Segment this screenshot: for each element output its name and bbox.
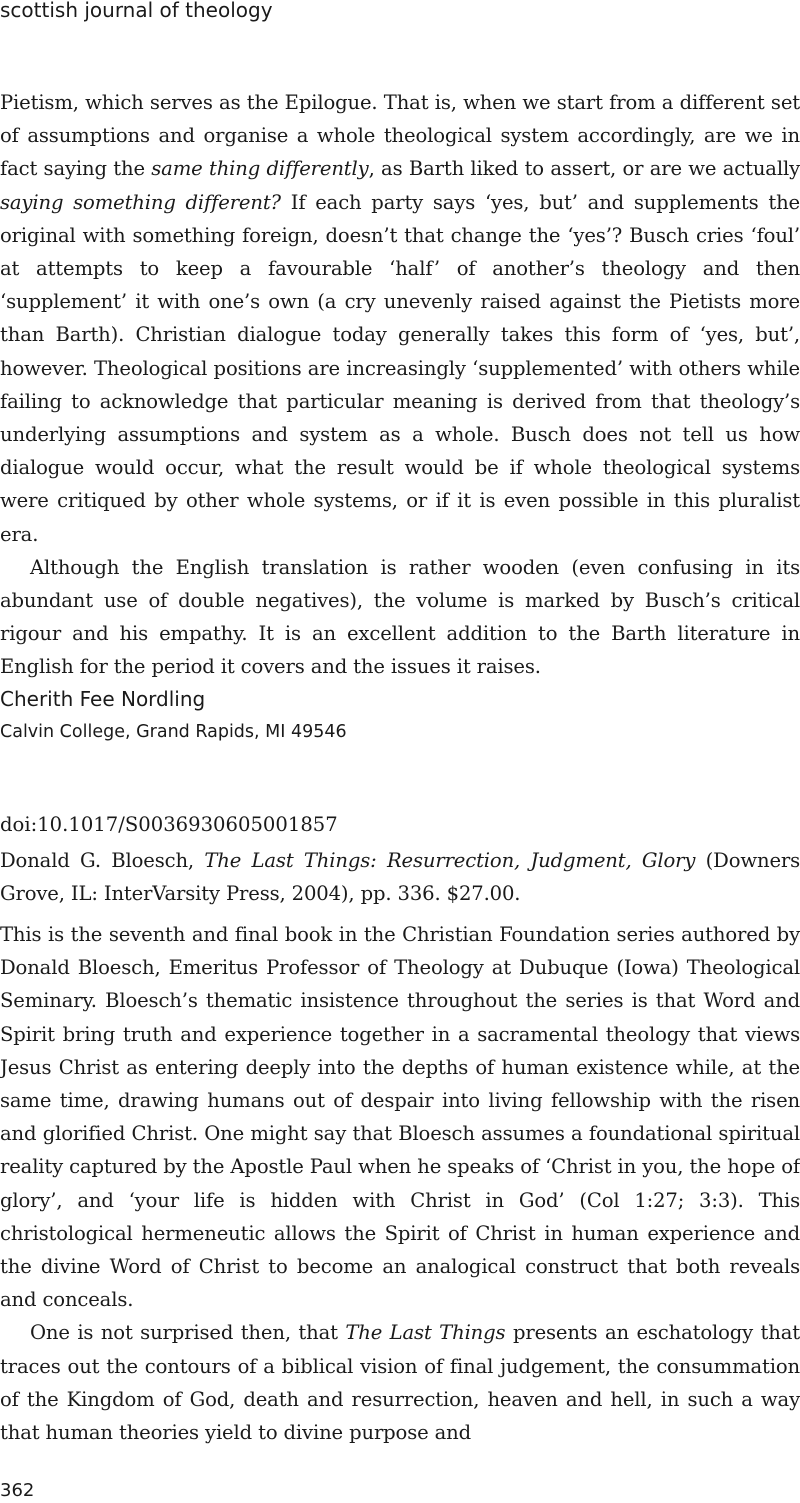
- review-body: [0, 918, 800, 1449]
- emphasis: saying something different?: [0, 190, 281, 214]
- paragraph: Although the English translation is rather wooden (even confusing in its abundant use of double negatives), the volume is marked by Busch’s critical rigour and his empathy. It is an excellent addition to the Barth literature in English for the period it covers and the issues it raises.: [0, 555, 800, 679]
- paragraph: One is not surprised then, that The Last Things presents an eschatology that traces out the contours of a biblical vision of final judgement, the consummation of the Kingdom of God, death and resurrection, heaven and hell, in such a way that human theories yield to divine purpose and: [0, 1321, 800, 1445]
- book-title: The Last Things: Resurrection, Judgment, Glory: [204, 849, 696, 872]
- paragraph: Pietism, which serves as the Epilogue. That is, when we start from a different set of assumptions and organise a whole theological system accordingly, are we in fact saying the same thing differently, as Barth liked to assert, or are we actually saying something different? If each party says ‘yes, but’ and supplements the original with something foreign, doesn’t that change the ‘yes’? Busch cries ‘foul’ at attempts to keep a favourable ‘half’ of another’s theology and then ‘supplement’ it with one’s own (a cry unevenly raised against the Pietists more than Barth). Christian dialogue today generally takes this form of ‘yes, but’, however. Theological positions are increasingly ‘supplemented’ with others while failing to acknowledge that particular meaning is derived from that theology’s underlying assumptions and system as a whole. Busch does not tell us how dialogue would occur, what the result would be if whole theological systems were critiqued by other whole systems, or if it is even possible in this pluralist era.: [0, 91, 800, 546]
- page-number: 362: [0, 1480, 35, 1501]
- running-header: scottish journal of theology: [0, 0, 273, 22]
- paragraph: This is the seventh and final book in the Christian Foundation series authored by Donald Bloesch, Emeritus Professor of Theology at Dubuque (Iowa) Theological Seminary. Bloesch’s thematic insistence throughout the series is that Word and Spirit bring truth and experience together in a sacramental theology that views Jesus Christ as entering deeply into the depths of human existence while, at the same time, drawing humans out of despair into living fellowship with the risen and glorified Christ. One might say that Bloesch assumes a foundational spiritual reality captured by the Apostle Paul when he speaks of ‘Christ in you, the hope of glory’, and ‘your life is hidden with Christ in God’ (Col 1:27; 3:3). This christological hermeneutic allows the Spirit of Christ in human experience and the divine Word of Christ to become an analogical construct that both reveals and conceals.: [0, 923, 800, 1312]
- reviewer-name: Cherith Fee Nordling: [0, 687, 206, 711]
- book-citation: Donald G. Bloesch, The Last Things: Resurrection, Judgment, Glory (Downers Grove, IL: InterVarsity Press, 2004), pp. 336. $27.00.: [0, 849, 800, 906]
- doi-link[interactable]: doi:10.1017/S0036930605001857: [0, 813, 338, 836]
- emphasis: same thing differently: [151, 157, 369, 181]
- review-body-continued: [0, 86, 800, 684]
- reviewer-affiliation: Calvin College, Grand Rapids, MI 49546: [0, 722, 347, 742]
- book-title: The Last Things: [345, 1321, 506, 1345]
